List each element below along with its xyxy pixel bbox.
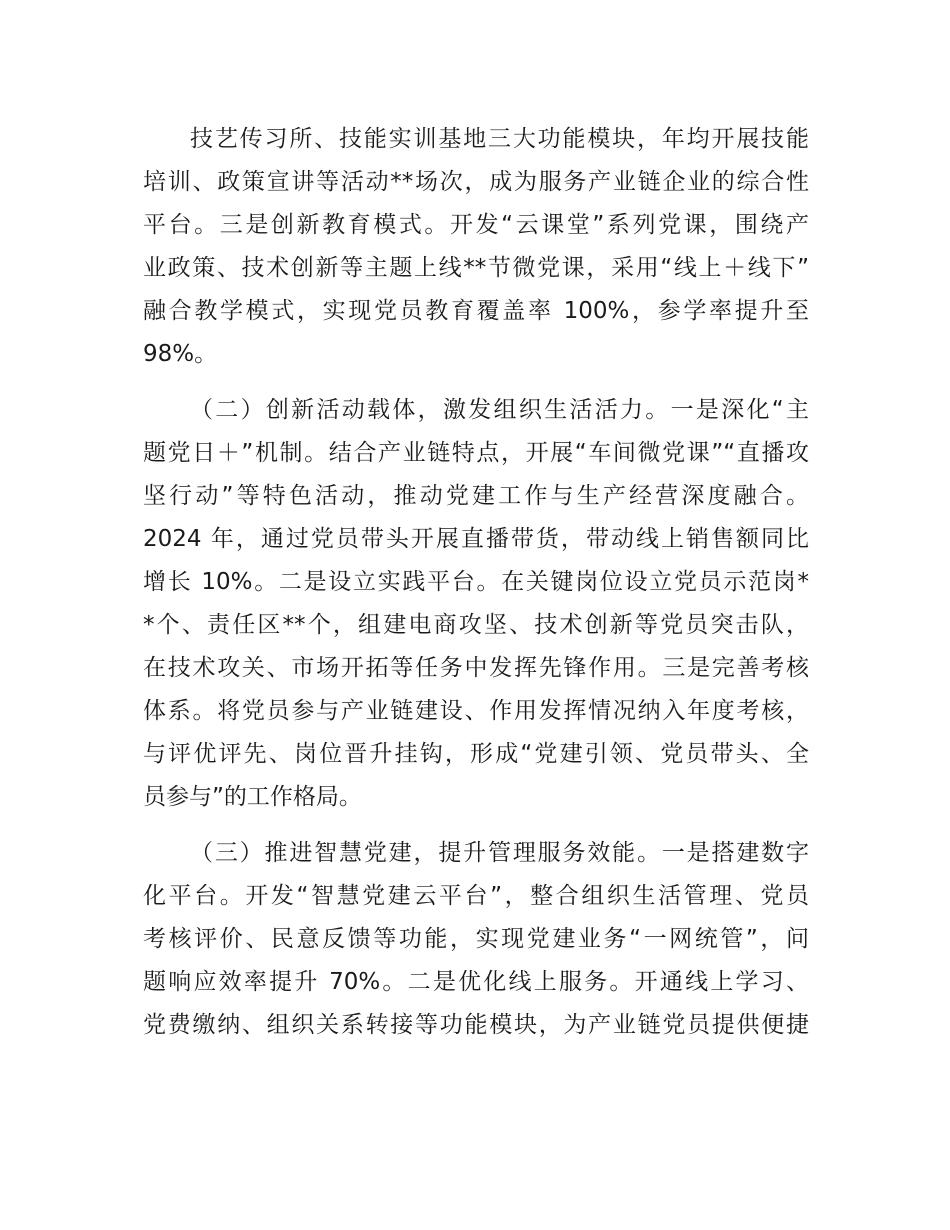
text-line: 题党日＋”机制。结合产业链特点，开展“车间微党课”“直播攻 [143, 440, 809, 466]
text-line: 体系。将党员参与产业链建设、作用发挥情况纳入年度考核， [143, 698, 809, 724]
section-heading-line: （二）创新活动载体，激发组织生活活力。一是深化“主 [190, 397, 809, 423]
section-heading-line: （三）推进智慧党建，提升管理服务效能。一是搭建数字 [190, 840, 809, 866]
text-line: 融合教学模式，实现党员教育覆盖率 100%，参学率提升至 [143, 298, 809, 324]
text-line: 增长 10%。二是设立实践平台。在关键岗位设立党员示范岗* [143, 569, 809, 595]
text-line: 考核评价、民意反馈等功能，实现党建业务“一网统管”，问 [143, 926, 809, 952]
text-line: 化平台。开发“智慧党建云平台”，整合组织生活管理、党员 [143, 883, 809, 909]
text-line: 与评优评先、岗位晋升挂钩，形成“党建引领、党员带头、全 [143, 741, 809, 767]
text-line: 98%。 [143, 341, 218, 367]
text-line: 党费缴纳、组织关系转接等功能模块，为产业链党员提供便捷 [143, 1012, 809, 1038]
text-line: 业政策、技术创新等主题上线**节微党课，采用“线上＋线下” [143, 255, 809, 281]
text-line: 2024 年，通过党员带头开展直播带货，带动线上销售额同比 [143, 526, 809, 552]
text-line: 员参与”的工作格局。 [143, 784, 362, 810]
paragraph-training-platform [143, 118, 809, 376]
paragraph-section-two [143, 389, 809, 819]
text-line: 技艺传习所、技能实训基地三大功能模块，年均开展技能 [190, 126, 809, 152]
text-line: 题响应效率提升 70%。二是优化线上服务。开通线上学习、 [143, 969, 809, 995]
text-line: 培训、政策宣讲等活动**场次，成为服务产业链企业的综合性 [143, 169, 809, 195]
text-line: 平台。三是创新教育模式。开发“云课堂”系列党课，围绕产 [143, 212, 809, 238]
paragraph-section-three [143, 832, 809, 1047]
document-page [143, 118, 809, 1060]
text-line: 在技术攻关、市场开拓等任务中发挥先锋作用。三是完善考核 [143, 655, 809, 681]
text-line: 坚行动”等特色活动，推动党建工作与生产经营深度融合。 [143, 483, 809, 509]
text-line: *个、责任区**个，组建电商攻坚、技术创新等党员突击队， [143, 612, 809, 638]
